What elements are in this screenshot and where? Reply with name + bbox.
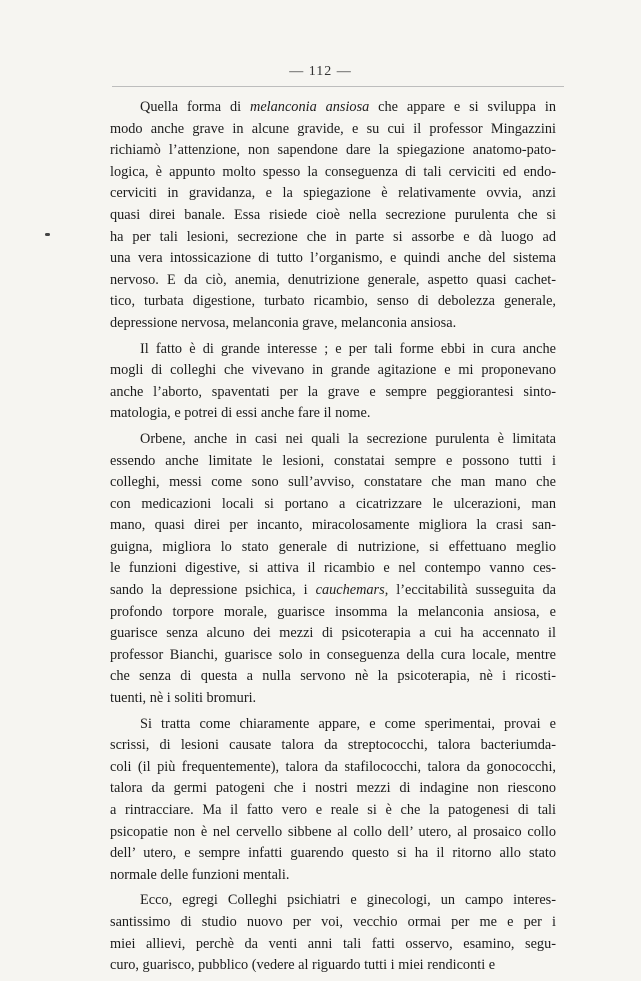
paragraph — [110, 714, 556, 887]
text-line — [110, 865, 556, 887]
text-segment: normale delle funzioni mentali. — [110, 866, 290, 883]
text-segment: cerviciti in gravidanza, e la spiegazione è relativamente ovvia, anzi — [110, 185, 556, 202]
text-segment: anche l’aborto, spaventati per la grave e sempre peggiorantesi sinto- — [110, 383, 556, 400]
text-line — [110, 97, 556, 119]
text-segment: talora da germi patogeni che i nostri mezzi di indagine non riescono — [110, 780, 556, 797]
text-line — [110, 515, 556, 537]
text-segment: quasi direi banale. Essa risiede cioè nella secrezione purulenta che si — [110, 206, 556, 223]
text-line — [110, 688, 556, 710]
text-segment: modo anche grave in alcune gravide, e su cui il professor Mingazzini — [110, 120, 556, 137]
text-segment: Orbene, anche in casi nei quali la secrezione purulenta è limitata — [140, 430, 556, 447]
text-line — [110, 291, 556, 313]
text-segment: Ecco, egregi Colleghi psichiatri e ginecologi, un campo interes- — [140, 892, 556, 909]
text-segment: una vera intossicazione di tutto l’organismo, e quindi anche del sistema — [110, 250, 556, 267]
text-line — [110, 227, 556, 249]
text-line — [110, 451, 556, 473]
text-line — [110, 800, 556, 822]
text-segment: le funzioni digestive, si attiva il ricambio e nel contempo vanno ces- — [110, 560, 556, 577]
text-segment: profondo torpore morale, guarisce insomma la melanconia ansiosa, e — [110, 603, 556, 620]
text-line — [110, 955, 556, 977]
paragraph — [110, 890, 556, 976]
text-segment: a rintracciare. Ma il fatto vero e reale si è che la patogenesi di tali — [110, 802, 556, 818]
text-line — [110, 360, 556, 382]
text-segment: mogli di colleghi che vivevano in grande agitazione e mi proponevano — [110, 362, 556, 379]
text-line — [110, 119, 556, 141]
text-segment: essendo anche limitate le lesioni, constatai sempre e possono tutti i — [110, 452, 556, 469]
text-segment: Si tratta come chiaramente appare, e come sperimentai, provai e — [140, 715, 556, 732]
text-line — [110, 494, 556, 516]
text-segment: matologia, e potrei di essi anche fare il nome. — [110, 405, 371, 422]
text-segment: curo, guarisco, pubblico (vedere al riguardo tutti i miei rendiconti e — [110, 957, 496, 974]
text-line — [110, 537, 556, 559]
text-segment: che appare e si sviluppa in — [369, 99, 556, 115]
text-segment: miei allievi, perchè da venti anni tali fatti osservo, esamino, segu- — [110, 935, 556, 952]
text-line — [110, 558, 556, 580]
text-segment: che senza di questa a nulla servono nè la psicoterapia, nè i ricosti- — [110, 668, 556, 685]
text-segment: psicopatie non è nel cervello sibbene al collo dell’ utero, al prosaico collo — [110, 823, 556, 840]
paragraph — [110, 339, 556, 425]
text-segment: Quella forma di — [140, 99, 251, 115]
text-segment: santissimo di studio nuovo per voi, vecchio ormai per me e per i — [110, 913, 556, 930]
paragraph — [110, 97, 556, 335]
text-segment: tico, turbata digestione, turbato ricambio, senso di debolezza generale, — [110, 293, 556, 310]
text-line — [110, 623, 556, 645]
text-line — [110, 580, 556, 602]
italic-text: cauchemars — [315, 582, 385, 599]
text-line — [110, 714, 556, 736]
text-segment: dell’ utero, e sempre infatti guarendo questo si ha il ritorno allo stato — [110, 845, 556, 862]
text-line — [110, 645, 556, 667]
text-line — [110, 735, 556, 757]
text-line — [110, 313, 556, 335]
text-line — [110, 162, 556, 184]
text-segment: Il fatto è di grande interesse ; e per tali forme ebbi in cura anche — [140, 340, 556, 357]
text-line — [110, 778, 556, 800]
text-line — [110, 183, 556, 205]
text-line — [110, 403, 556, 425]
paragraph — [110, 429, 556, 710]
text-line — [110, 912, 556, 934]
text-segment: nervoso. E da ciò, anemia, denutrizione generale, aspetto quasi cachet- — [110, 271, 556, 288]
text-line — [110, 382, 556, 404]
text-segment: colleghi, messi come sono sull’avviso, constatare che man mano che — [110, 474, 556, 491]
text-segment: depressione nervosa, melanconia grave, melanconia ansiosa. — [110, 314, 457, 331]
body-text — [110, 97, 556, 981]
text-segment: coli (il più frequentemente), talora da stafilococchi, talora da gonococchi, — [110, 758, 556, 775]
header-rule — [112, 86, 564, 87]
italic-text: melanconia ansiosa — [250, 99, 370, 115]
page-number: — 112 — — [289, 64, 352, 79]
text-segment: scrissi, di lesioni causate talora da streptococchi, talora bacteriumda- — [110, 737, 556, 754]
text-line — [110, 890, 556, 912]
text-line — [110, 270, 556, 292]
text-line — [110, 140, 556, 162]
text-segment: ha per tali lesioni, secrezione che in parte si assorbe e dà luogo ad — [110, 228, 556, 245]
text-segment: con medicazioni locali si portano a cicatrizzare le ulcerazioni, man — [110, 495, 556, 512]
text-segment: guigna, migliora lo stato generale di nutrizione, si effettuano meglio — [110, 538, 556, 555]
margin-mark — [45, 233, 50, 236]
text-line — [110, 602, 556, 624]
text-segment: tuenti, nè i soliti bromuri. — [110, 690, 257, 707]
text-line — [110, 339, 556, 361]
text-line — [110, 843, 556, 865]
text-segment: logica, è appunto molto spesso la conseguenza di tali cerviciti ed endo- — [110, 163, 556, 180]
text-segment: mano, quasi direi per incanto, miracolosamente migliora la crasi san- — [110, 517, 556, 534]
text-line — [110, 429, 556, 451]
text-segment: sando la depressione psichica, i — [110, 582, 316, 599]
text-line — [110, 757, 556, 779]
text-line — [110, 666, 556, 688]
text-segment: , l’eccitabilità susseguita da — [384, 582, 556, 599]
text-segment: professor Bianchi, guarisce solo in conseguenza della cura locale, mentre — [110, 646, 556, 663]
text-line — [110, 472, 556, 494]
text-line — [110, 822, 556, 844]
text-segment: guarisce senza alcuno dei mezzi di psicoterapia a cui ha accennato il — [110, 625, 556, 642]
text-line — [110, 248, 556, 270]
text-line — [110, 205, 556, 227]
text-line — [110, 934, 556, 956]
text-segment: richiamò l’attenzione, non sapendone dare la spiegazione anatomo-pato- — [110, 142, 556, 159]
